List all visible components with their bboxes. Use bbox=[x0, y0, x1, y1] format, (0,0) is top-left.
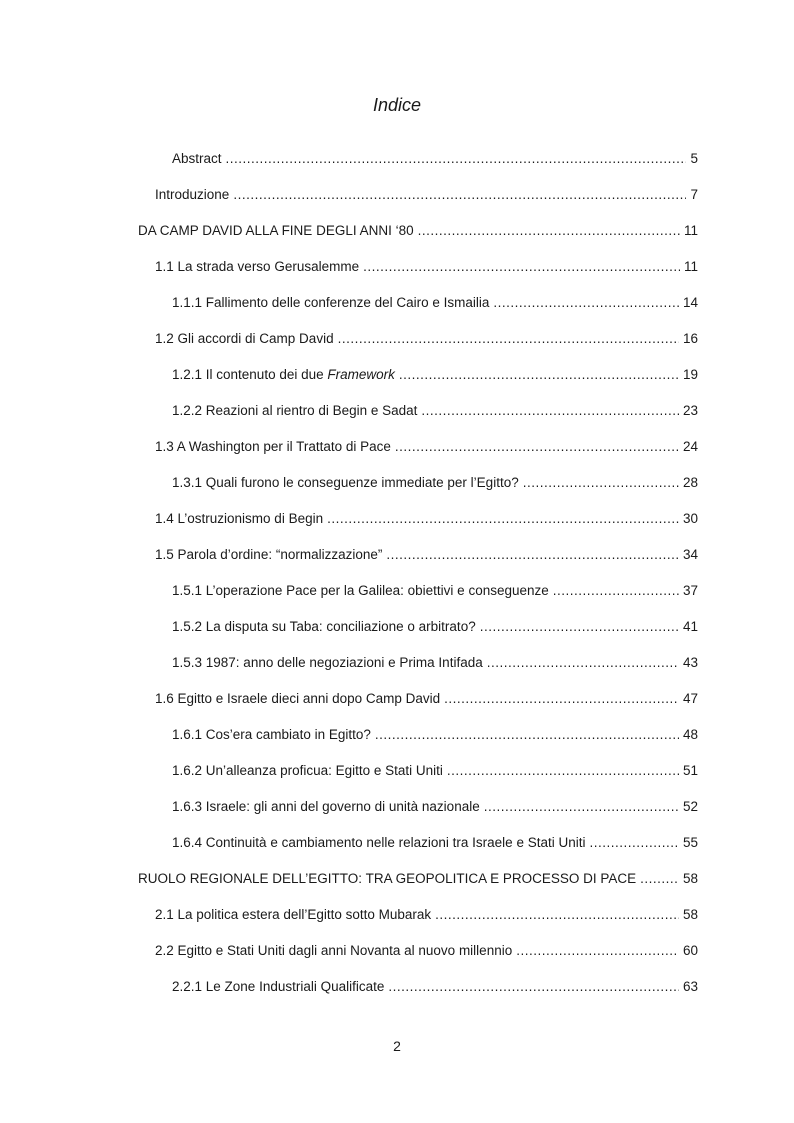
toc-entry-page: 47 bbox=[682, 691, 698, 706]
toc-entry-page: 41 bbox=[682, 619, 698, 634]
toc-entry-page: 55 bbox=[682, 835, 698, 850]
dot-leader bbox=[589, 835, 678, 850]
toc-entry-1-2-2[interactable] bbox=[172, 403, 698, 423]
toc-entry-abstract[interactable] bbox=[172, 151, 698, 171]
toc-entry-label: RUOLO REGIONALE DELL’EGITTO: TRA GEOPOLITICA E PROCESSO DI PACE bbox=[138, 871, 637, 886]
dot-leader bbox=[444, 691, 679, 706]
toc-entry-page: 58 bbox=[682, 871, 698, 886]
toc-entry-label: 1.2.2 Reazioni al rientro di Begin e Sadat bbox=[172, 403, 418, 418]
toc-entry-page: 19 bbox=[682, 367, 698, 382]
dot-leader bbox=[233, 187, 686, 202]
toc-entry-1-5-1[interactable] bbox=[172, 583, 698, 603]
toc-entry-label: 2.1 La politica estera dell’Egitto sotto Mubarak bbox=[155, 907, 432, 922]
toc-entry-label: 1.2 Gli accordi di Camp David bbox=[155, 331, 334, 346]
toc-entry-label: 1.6.4 Continuità e cambiamento nelle relazioni tra Israele e Stati Uniti bbox=[172, 835, 586, 850]
toc-entry-chapter-1[interactable] bbox=[138, 223, 698, 243]
toc-entry-page: 37 bbox=[682, 583, 698, 598]
toc-entry-2-2-1[interactable] bbox=[172, 979, 698, 999]
dot-leader bbox=[388, 979, 679, 994]
toc-entry-label: 1.5 Parola d’ordine: “normalizzazione” bbox=[155, 547, 383, 562]
toc-entry-chapter-2[interactable] bbox=[138, 871, 698, 891]
toc-entry-1-6-4[interactable] bbox=[172, 835, 698, 855]
toc-entry-page: 16 bbox=[682, 331, 698, 346]
dot-leader bbox=[363, 259, 680, 274]
toc-entry-1-3[interactable] bbox=[155, 439, 698, 459]
dot-leader bbox=[226, 151, 687, 166]
toc-entry-1-1-1[interactable] bbox=[172, 295, 698, 315]
dot-leader bbox=[418, 223, 680, 238]
toc-entry-label: 1.5.1 L’operazione Pace per la Galilea: obiettivi e conseguenze bbox=[172, 583, 549, 598]
toc-entry-page: 5 bbox=[690, 151, 698, 166]
toc-entry-1-5-3[interactable] bbox=[172, 655, 698, 675]
toc-entry-label: 1.6.3 Israele: gli anni del governo di unità nazionale bbox=[172, 799, 480, 814]
toc-entry-introduzione[interactable] bbox=[155, 187, 698, 207]
dot-leader bbox=[487, 655, 679, 670]
toc-entry-1-5-2[interactable] bbox=[172, 619, 698, 639]
dot-leader bbox=[516, 943, 679, 958]
toc-entry-1-2[interactable] bbox=[155, 331, 698, 351]
dot-leader bbox=[480, 619, 679, 634]
toc-entry-2-2[interactable] bbox=[155, 943, 698, 963]
toc-entry-page: 48 bbox=[682, 727, 698, 742]
toc-entry-label: DA CAMP DAVID ALLA FINE DEGLI ANNI ‘80 bbox=[138, 223, 414, 238]
dot-leader bbox=[447, 763, 679, 778]
toc-entry-label-prefix: 1.2.1 Il contenuto dei due bbox=[172, 367, 328, 382]
toc-entry-label: 1.1.1 Fallimento delle conferenze del Cairo e Ismailia bbox=[172, 295, 490, 310]
toc-entry-label: Introduzione bbox=[155, 187, 230, 202]
page-number: 2 bbox=[393, 1038, 401, 1054]
toc-entry-1-1[interactable] bbox=[155, 259, 698, 279]
toc-entry-page: 24 bbox=[682, 439, 698, 454]
dot-leader bbox=[484, 799, 679, 814]
dot-leader bbox=[386, 547, 679, 562]
dot-leader bbox=[338, 331, 679, 346]
toc-entry-1-4[interactable] bbox=[155, 511, 698, 531]
toc-entry-page: 63 bbox=[682, 979, 698, 994]
toc-entry-page: 30 bbox=[682, 511, 698, 526]
toc-entry-page: 28 bbox=[682, 475, 698, 490]
dot-leader bbox=[553, 583, 679, 598]
toc-entry-label-italic: Framework bbox=[327, 367, 395, 382]
dot-leader bbox=[327, 511, 679, 526]
page-title: Indice bbox=[372, 95, 422, 115]
dot-leader bbox=[395, 439, 679, 454]
toc-entry-page: 11 bbox=[683, 259, 698, 274]
toc-entry-page: 14 bbox=[682, 295, 698, 310]
toc-entry-label: 1.5.3 1987: anno delle negoziazioni e Prima Intifada bbox=[172, 655, 483, 670]
toc-entry-label: 1.5.2 La disputa su Taba: conciliazione o arbitrato? bbox=[172, 619, 476, 634]
toc-entry-page: 60 bbox=[682, 943, 698, 958]
toc-entry-page: 51 bbox=[682, 763, 698, 778]
toc-entry-1-6[interactable] bbox=[155, 691, 698, 711]
toc-entry-page: 43 bbox=[682, 655, 698, 670]
dot-leader bbox=[435, 907, 679, 922]
toc-entry-page: 58 bbox=[682, 907, 698, 922]
toc-entry-page: 34 bbox=[682, 547, 698, 562]
toc-entry-label: 1.4 L’ostruzionismo di Begin bbox=[155, 511, 324, 526]
toc-entry-2-1[interactable] bbox=[155, 907, 698, 927]
toc-entry-label: 1.6.1 Cos’era cambiato in Egitto? bbox=[172, 727, 371, 742]
toc-entry-page: 11 bbox=[683, 223, 698, 238]
toc-entry-1-5[interactable] bbox=[155, 547, 698, 567]
dot-leader bbox=[640, 871, 679, 886]
toc-entry-page: 52 bbox=[682, 799, 698, 814]
toc-entry-label: 1.6 Egitto e Israele dieci anni dopo Camp David bbox=[155, 691, 441, 706]
dot-leader bbox=[375, 727, 679, 742]
toc-entry-label: Abstract bbox=[172, 151, 222, 166]
toc-entry-1-6-1[interactable] bbox=[172, 727, 698, 747]
dot-leader bbox=[523, 475, 679, 490]
toc-entry-label bbox=[172, 367, 395, 382]
toc-entry-1-2-1[interactable] bbox=[172, 367, 698, 387]
toc-entry-page: 7 bbox=[690, 187, 698, 202]
toc-entry-label: 1.3.1 Quali furono le conseguenze immediate per l’Egitto? bbox=[172, 475, 519, 490]
dot-leader bbox=[421, 403, 679, 418]
dot-leader bbox=[399, 367, 679, 382]
toc-entry-label: 1.1 La strada verso Gerusalemme bbox=[155, 259, 360, 274]
toc-entry-1-6-3[interactable] bbox=[172, 799, 698, 819]
toc-entry-label: 1.6.2 Un’alleanza proficua: Egitto e Stati Uniti bbox=[172, 763, 443, 778]
dot-leader bbox=[493, 295, 679, 310]
toc-entry-label: 2.2 Egitto e Stati Uniti dagli anni Novanta al nuovo millennio bbox=[155, 943, 513, 958]
toc-entry-label: 1.3 A Washington per il Trattato di Pace bbox=[155, 439, 391, 454]
toc-entry-1-6-2[interactable] bbox=[172, 763, 698, 783]
toc-entry-label: 2.2.1 Le Zone Industriali Qualificate bbox=[172, 979, 385, 994]
toc-entry-page: 23 bbox=[682, 403, 698, 418]
toc-entry-1-3-1[interactable] bbox=[172, 475, 698, 495]
